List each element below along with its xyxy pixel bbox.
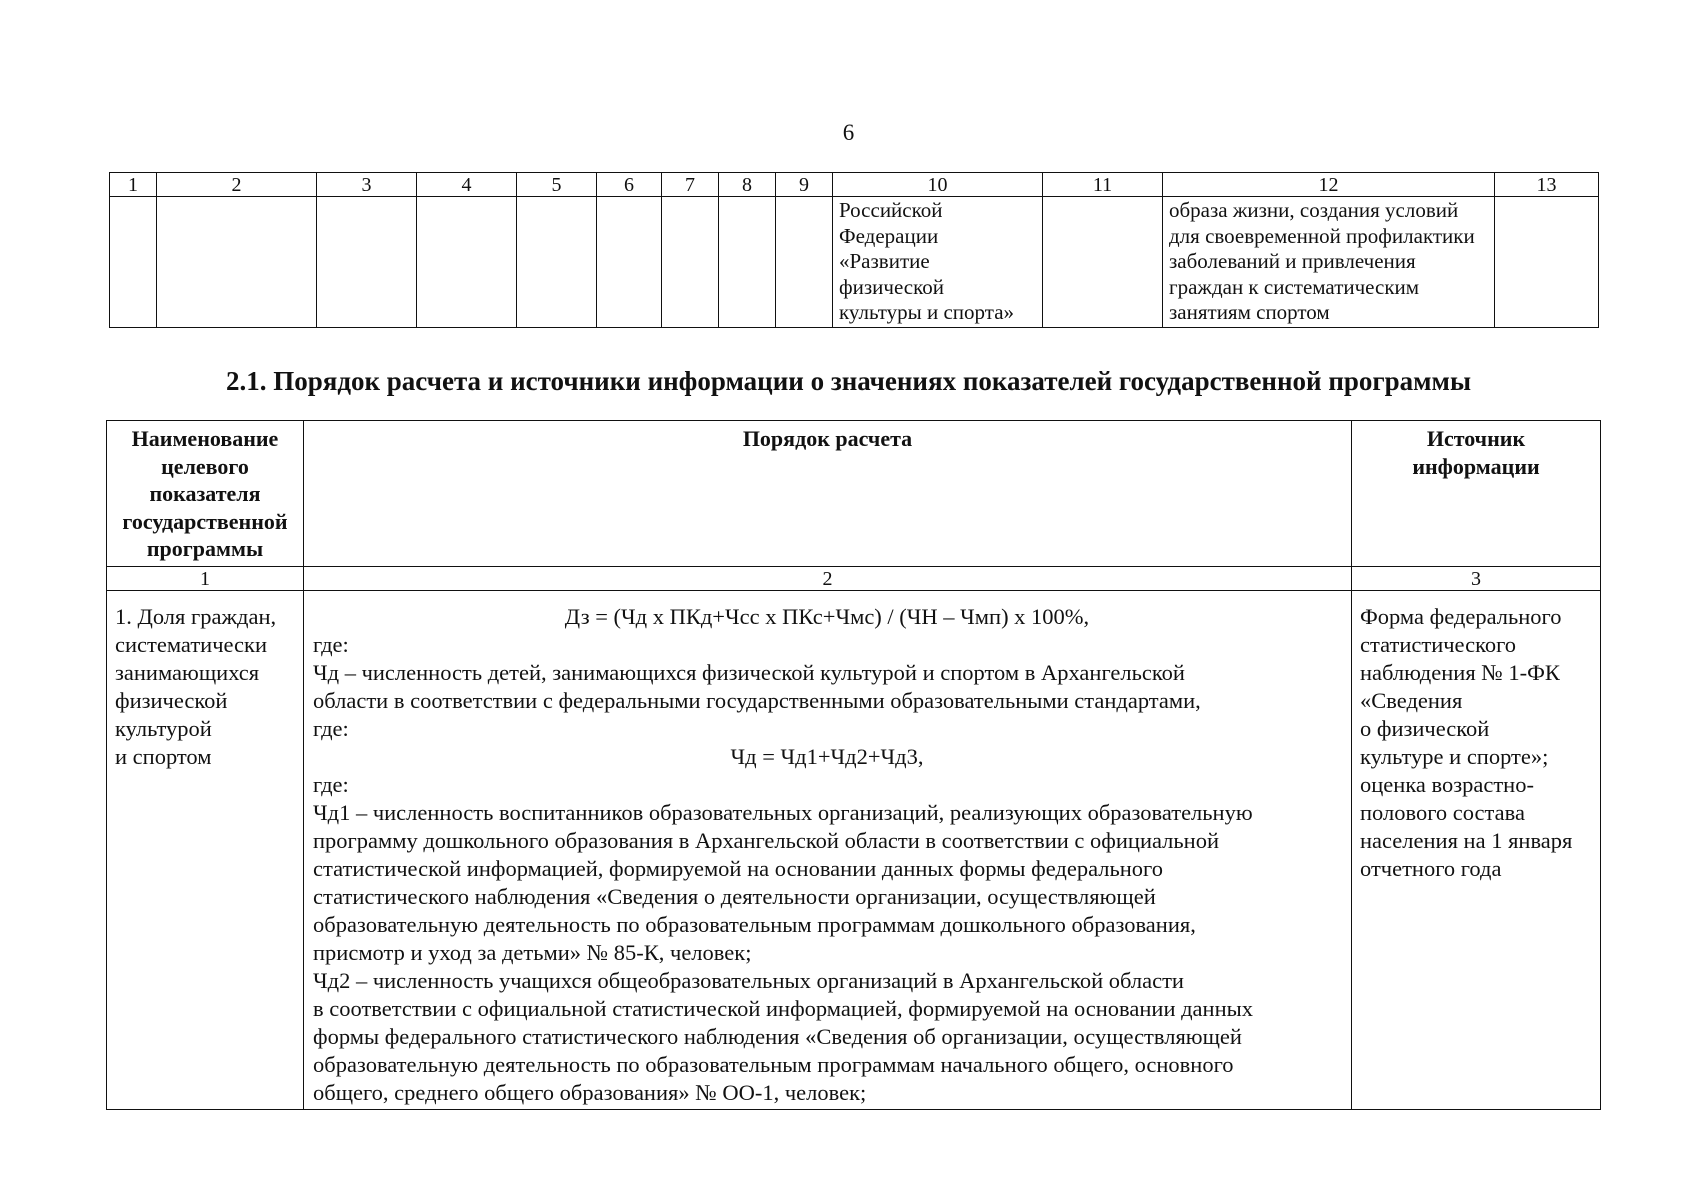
table-cell xyxy=(776,197,833,328)
where-label: где: xyxy=(313,632,349,657)
indicators-table xyxy=(106,420,1601,1110)
column-number: 2 xyxy=(157,173,317,197)
column-number: 5 xyxy=(517,173,597,197)
column-number: 6 xyxy=(597,173,662,197)
column-number: 11 xyxy=(1043,173,1163,197)
where-label: где: xyxy=(313,772,349,797)
column-number: 3 xyxy=(317,173,417,197)
table-cell xyxy=(110,197,157,328)
column-number: 2 xyxy=(304,567,1352,591)
table-cell xyxy=(719,197,776,328)
table-cell xyxy=(517,197,597,328)
formula-chd: Чд = Чд1+Чд2+Чд3, xyxy=(730,744,924,769)
where-label: где: xyxy=(313,716,349,741)
calculation-cell xyxy=(304,591,1352,1110)
column-number: 8 xyxy=(719,173,776,197)
table-cell xyxy=(1495,197,1599,328)
table-row xyxy=(107,591,1601,1110)
goal-text: образа жизни, создания условий для своевременной профилактики заболеваний и привлечения граждан к систематическим занятиям спортом xyxy=(1169,198,1475,324)
table-cell xyxy=(317,197,417,328)
continued-table xyxy=(109,172,1599,328)
header-indicator-name: Наименование целевого показателя государственной программы xyxy=(107,421,304,567)
column-number: 13 xyxy=(1495,173,1599,197)
table-cell xyxy=(833,197,1043,328)
table-cell xyxy=(1163,197,1495,328)
table-row xyxy=(110,197,1599,328)
header-row xyxy=(107,421,1601,567)
column-number: 7 xyxy=(662,173,719,197)
program-name-text: Российской Федерации «Развитие физической культуры и спорта» xyxy=(839,198,1015,324)
header-source: Источник информации xyxy=(1352,421,1601,567)
source-cell xyxy=(1352,591,1601,1110)
table-cell xyxy=(417,197,517,328)
header-calculation: Порядок расчета xyxy=(304,421,1352,567)
column-number: 10 xyxy=(833,173,1043,197)
column-number: 12 xyxy=(1163,173,1495,197)
column-number: 9 xyxy=(776,173,833,197)
table-cell xyxy=(157,197,317,328)
chd-definition: Чд – численность детей, занимающихся физической культурой и спортом в Архангельской области в соответствии с федеральными государственными образовательными стандартами, xyxy=(313,660,1201,713)
indicator-cell xyxy=(107,591,304,1110)
indicator-name: 1. Доля граждан, систематически занимающихся физической культурой и спортом xyxy=(115,604,277,769)
source-text: Форма федерального статистического наблюдения № 1-ФК «Сведения о физической культуре и спорте»; оценка возрастно- полового состава населения на 1 января отчетного года xyxy=(1360,604,1573,881)
chd1-definition: Чд1 – численность воспитанников образовательных организаций, реализующих образовательную программу дошкольного образования в Архангельской области в соответствии с официальной статистической информацией, формируемой на основании данных формы федерального статистического наблюдения «Сведения о деятельности организации, осуществляющей образовательную деятельность по образовательным программам дошкольного образования, присмотр и уход за детьми» № 85-К, человек; xyxy=(313,800,1253,965)
table-cell xyxy=(597,197,662,328)
table-cell xyxy=(1043,197,1163,328)
chd2-definition: Чд2 – численность учащихся общеобразовательных организаций в Архангельской области в соответствии с официальной статистической информацией, формируемой на основании данных формы федерального статистического наблюдения «Сведения об организации, осуществляющей образовательную деятельность по образовательным программам начального общего, основного общего, среднего общего образования» № ОО-1, человек; xyxy=(313,968,1253,1105)
column-number-row xyxy=(107,567,1601,591)
column-number-row xyxy=(110,173,1599,197)
formula-main: Дз = (Чд х ПКд+Чсс х ПКс+Чмс) / (ЧН – Чмп) х 100%, xyxy=(564,604,1090,629)
column-number: 1 xyxy=(110,173,157,197)
table-cell xyxy=(662,197,719,328)
column-number: 4 xyxy=(417,173,517,197)
column-number: 1 xyxy=(107,567,304,591)
column-number: 3 xyxy=(1352,567,1601,591)
page-number: 6 xyxy=(842,120,855,145)
section-title: 2.1. Порядок расчета и источники информации о значениях показателей государственной программы xyxy=(225,366,1472,396)
